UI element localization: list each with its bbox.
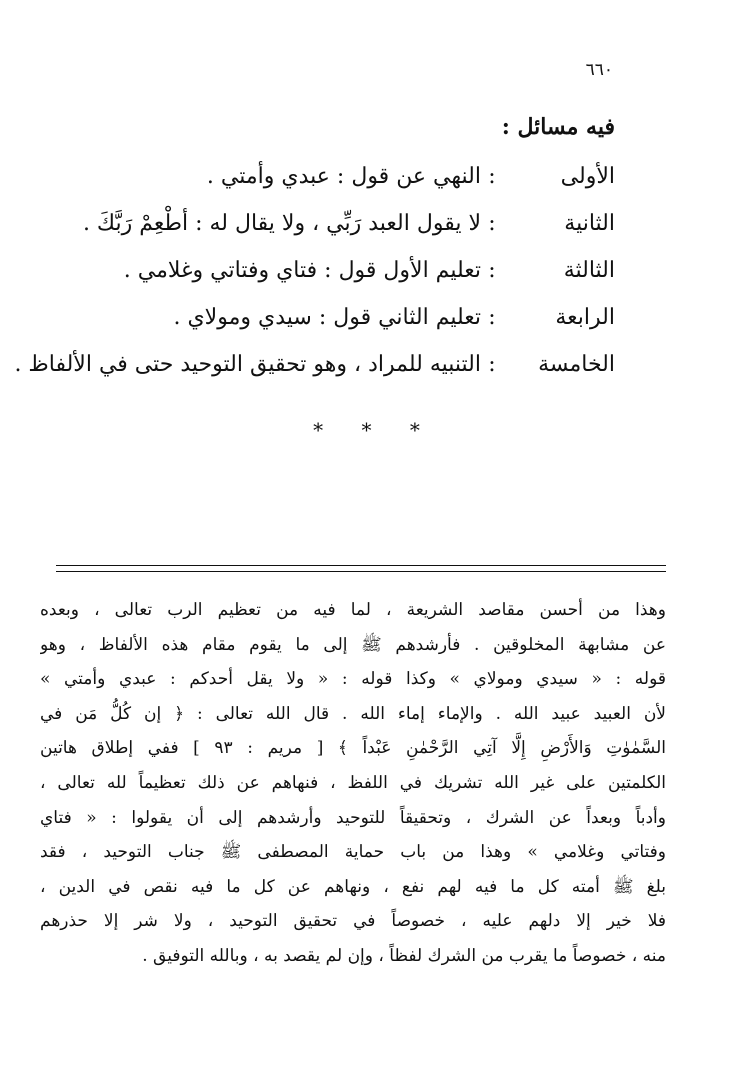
issue-item bbox=[95, 254, 615, 301]
issue-label: الخامسة bbox=[538, 352, 615, 377]
footnote-line: الكلمتين على غير الله تشريك في اللفظ ، فنهاهم عن ذلك تعظيماً لله تعالى ، bbox=[40, 772, 666, 793]
issue-separator: : bbox=[488, 352, 496, 377]
issue-separator: : bbox=[488, 211, 496, 236]
issue-label: الأولى bbox=[560, 164, 615, 189]
footnote-text bbox=[40, 593, 666, 974]
footnote-line: وهذا من أحسن مقاصد الشريعة ، لما فيه من تعظيم الرب تعالى ، وبعده bbox=[40, 600, 666, 620]
issue-text: النهي عن قول : عبدي وأمتي . bbox=[206, 164, 481, 189]
issue-text: تعليم الأول قول : فتاي وفتاتي وغلامي . bbox=[123, 258, 481, 283]
footnote-line: منه ، خصوصاً ما يقرب من الشرك لفظاً ، وإن لم يقصد به ، وبالله التوفيق . bbox=[142, 945, 666, 966]
section-separator-stars: * * * bbox=[313, 418, 436, 442]
issue-item bbox=[95, 160, 615, 207]
issue-label: الثالثة bbox=[563, 258, 615, 283]
issue-item bbox=[14, 348, 615, 395]
footnote-line: بلغ ﷺ أمته كل ما فيه لهم نفع ، ونهاهم عن كل ما فيه نقص في الدين ، bbox=[40, 876, 666, 897]
issue-text: التنبيه للمراد ، وهو تحقيق التوحيد حتى في الألفاظ . bbox=[14, 352, 481, 377]
issues-section bbox=[14, 110, 615, 395]
issue-separator: : bbox=[488, 164, 496, 189]
footnote-divider bbox=[56, 565, 666, 572]
page-number: ٦٦٠ bbox=[585, 60, 613, 80]
issue-text: تعليم الثاني قول : سيدي ومولاي . bbox=[173, 305, 481, 330]
issue-separator: : bbox=[488, 305, 496, 330]
issue-item bbox=[95, 301, 615, 348]
footnote-line: السَّمٰوٰتِ وَالأَرْضِ إِلَّا آتِي الرَّحْمٰنِ عَبْداً ﴾ [ مريم : ٩٣ ] ففي إطلاق هاتين bbox=[40, 738, 666, 759]
issue-label: الثانية bbox=[564, 211, 615, 236]
issues-heading: فيه مسائل : bbox=[501, 114, 615, 140]
footnote-line: وفتاتي وغلامي » وهذا من باب حماية المصطفى ﷺ جناب التوحيد ، فقد bbox=[40, 842, 666, 863]
footnote-line: فلا خير إلا دلهم عليه ، خصوصاً في تحقيق التوحيد ، ولا شر إلا حذرهم bbox=[40, 911, 666, 932]
footnote-line: عن مشابهة المخلوقين . فأرشدهم ﷺ إلى ما يقوم مقام هذه الألفاظ ، وهو bbox=[40, 634, 666, 655]
issue-separator: : bbox=[488, 258, 496, 283]
footnote-line: قوله : « سيدي ومولاي » وكذا قوله : « ولا يقل أحدكم : عبدي وأمتي » bbox=[40, 669, 666, 690]
issue-text: لا يقول العبد رَبِّي ، ولا يقال له : أطْعِمْ رَبَّكَ . bbox=[82, 211, 481, 236]
footnote-line: لأن العبيد عبيد الله . والإماء إماء الله . قال الله تعالى : ﴿ إن كُلُّ مَن في bbox=[40, 703, 666, 724]
footnote-line: وأدباً وبعداً عن الشرك ، وتحقيقاً للتوحيد وأرشدهم إلى أن يقولوا : « فتاي bbox=[40, 807, 666, 828]
issue-item bbox=[82, 207, 615, 254]
issue-label: الرابعة bbox=[555, 305, 615, 330]
